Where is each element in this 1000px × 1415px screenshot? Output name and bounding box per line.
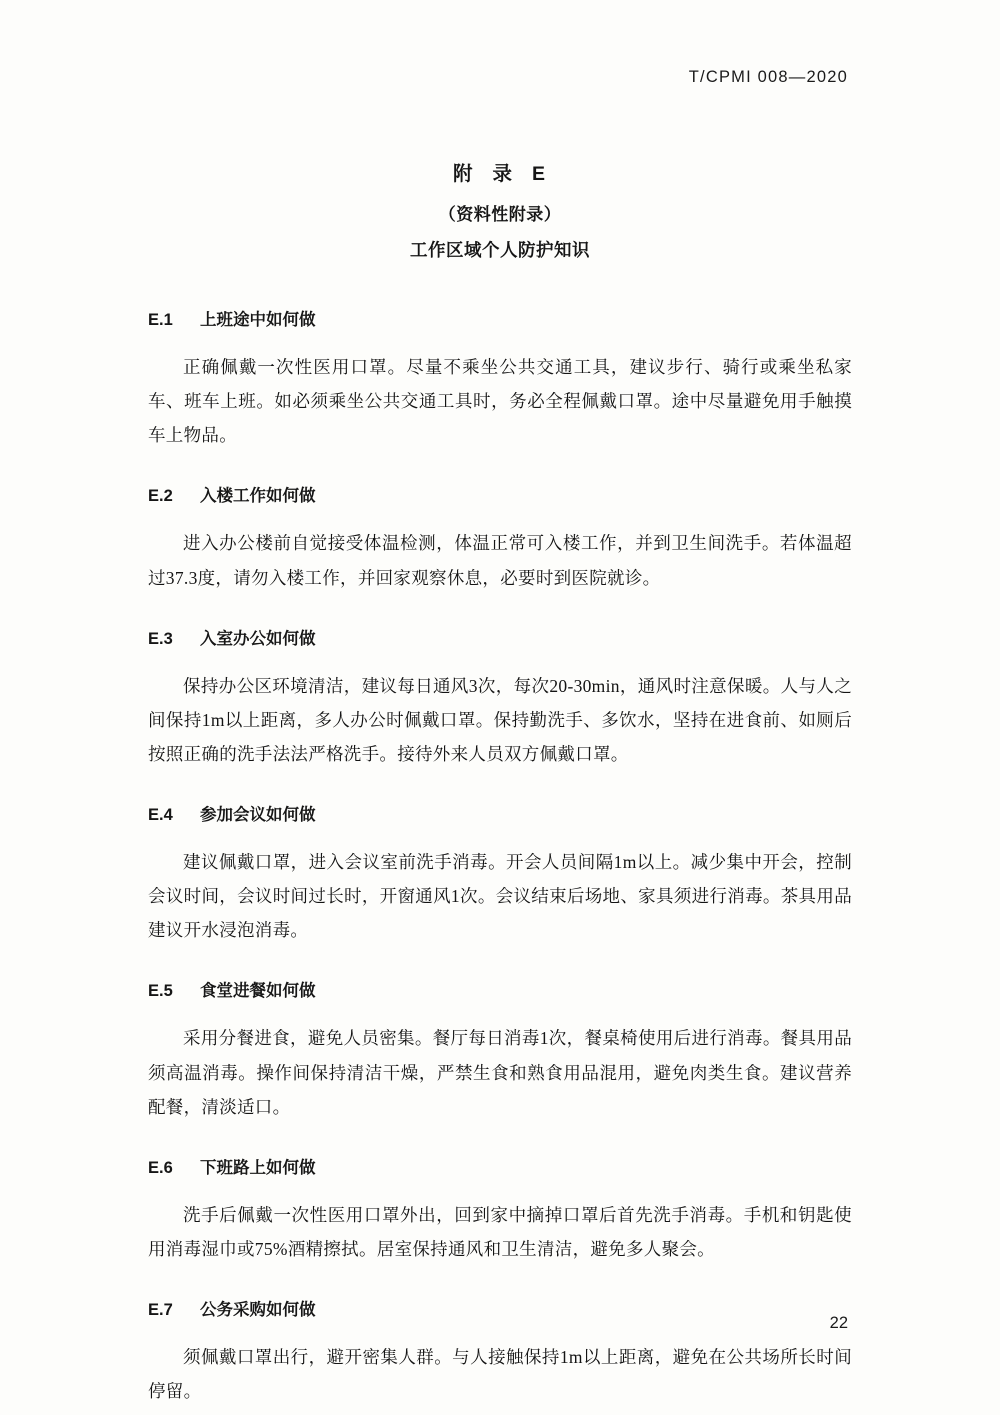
section-e5 [148, 977, 852, 1123]
annex-heading [148, 158, 852, 186]
section-body-e5: 采用分餐进食，避免人员密集。餐厅每日消毒1次，餐桌椅使用后进行消毒。餐具用品须高温消毒。操作间保持清洁干燥，严禁生食和熟食用品混用，避免肉类生食。建议营养配餐，清淡适口。 [148, 1028, 852, 1117]
page-number: 22 [829, 1314, 848, 1332]
section-heading-e6 [148, 1154, 852, 1178]
section-title-e5: 食堂进餐如何做 [200, 982, 316, 1001]
section-e6 [148, 1154, 852, 1266]
section-e3 [148, 625, 852, 771]
section-heading-e7 [148, 1296, 852, 1320]
section-heading-e5 [148, 977, 852, 1001]
section-e2 [148, 482, 852, 594]
section-heading-e2 [148, 482, 852, 506]
section-heading-e4 [148, 801, 852, 825]
section-body-e6: 洗手后佩戴一次性医用口罩外出，回到家中摘掉口罩后首先洗手消毒。手机和钥匙使用消毒湿巾或75%酒精擦拭。居室保持通风和卫生清洁，避免多人聚会。 [148, 1204, 852, 1259]
section-number-e6: E.6 [148, 1158, 173, 1177]
section-heading-e1 [148, 306, 852, 330]
section-body-e3: 保持办公区环境清洁，建议每日通风3次，每次20-30min，通风时注意保暖。人与人之间保持1m以上距离，多人办公时佩戴口罩。保持勤洗手、多饮水，坚持在进食前、如厕后按照正确的洗手法法严格洗手。接待外来人员双方佩戴口罩。 [148, 675, 852, 764]
section-title-e4: 参加会议如何做 [200, 806, 316, 824]
section-number-e4: E.4 [148, 806, 173, 824]
section-number-e5: E.5 [148, 982, 173, 1001]
section-title-e2: 入楼工作如何做 [200, 487, 316, 506]
section-title-e3: 入室办公如何做 [200, 629, 316, 648]
annex-label-suffix: 录 [492, 163, 514, 185]
section-number-e3: E.3 [148, 629, 173, 648]
section-title-e6: 下班路上如何做 [200, 1158, 316, 1177]
annex-letter: E [532, 163, 548, 185]
page-content [148, 158, 852, 1415]
section-body-e4: 建议佩戴口罩，进入会议室前洗手消毒。开会人员间隔1m以上。减少集中开会，控制会议时间，会议时间过长时，开窗通风1次。会议结束后场地、家具须进行消毒。茶具用品建议开水浸泡消毒。 [148, 852, 852, 941]
section-number-e1: E.1 [148, 311, 173, 329]
section-e7 [148, 1296, 852, 1408]
section-title-e7: 公务采购如何做 [200, 1301, 316, 1319]
section-e4 [148, 801, 852, 947]
annex-label-prefix: 附 [452, 163, 475, 185]
section-e1 [148, 306, 852, 452]
annex-type: （资料性附录） [438, 205, 562, 224]
annex-title: 工作区域个人防护知识 [410, 240, 590, 260]
section-number-e7: E.7 [148, 1301, 173, 1319]
section-heading-e3 [148, 625, 852, 649]
section-body-e7: 须佩戴口罩出行，避开密集人群。与人接触保持1m以上距离，避免在公共场所长时间停留。 [148, 1347, 852, 1402]
section-body-e1: 正确佩戴一次性医用口罩。尽量不乘坐公共交通工具，建议步行、骑行或乘坐私家车、班车上班。如必须乘坐公共交通工具时，务必全程佩戴口罩。途中尽量避免用手触摸车上物品。 [148, 357, 852, 446]
section-body-e2: 进入办公楼前自觉接受体温检测，体温正常可入楼工作，并到卫生间洗手。若体温超过37.3度，请勿入楼工作，并回家观察休息，必要时到医院就诊。 [148, 533, 852, 588]
section-title-e1: 上班途中如何做 [200, 311, 316, 329]
section-number-e2: E.2 [148, 487, 173, 506]
page-header-standard-number: T/CPMI 008—2020 [688, 68, 848, 86]
